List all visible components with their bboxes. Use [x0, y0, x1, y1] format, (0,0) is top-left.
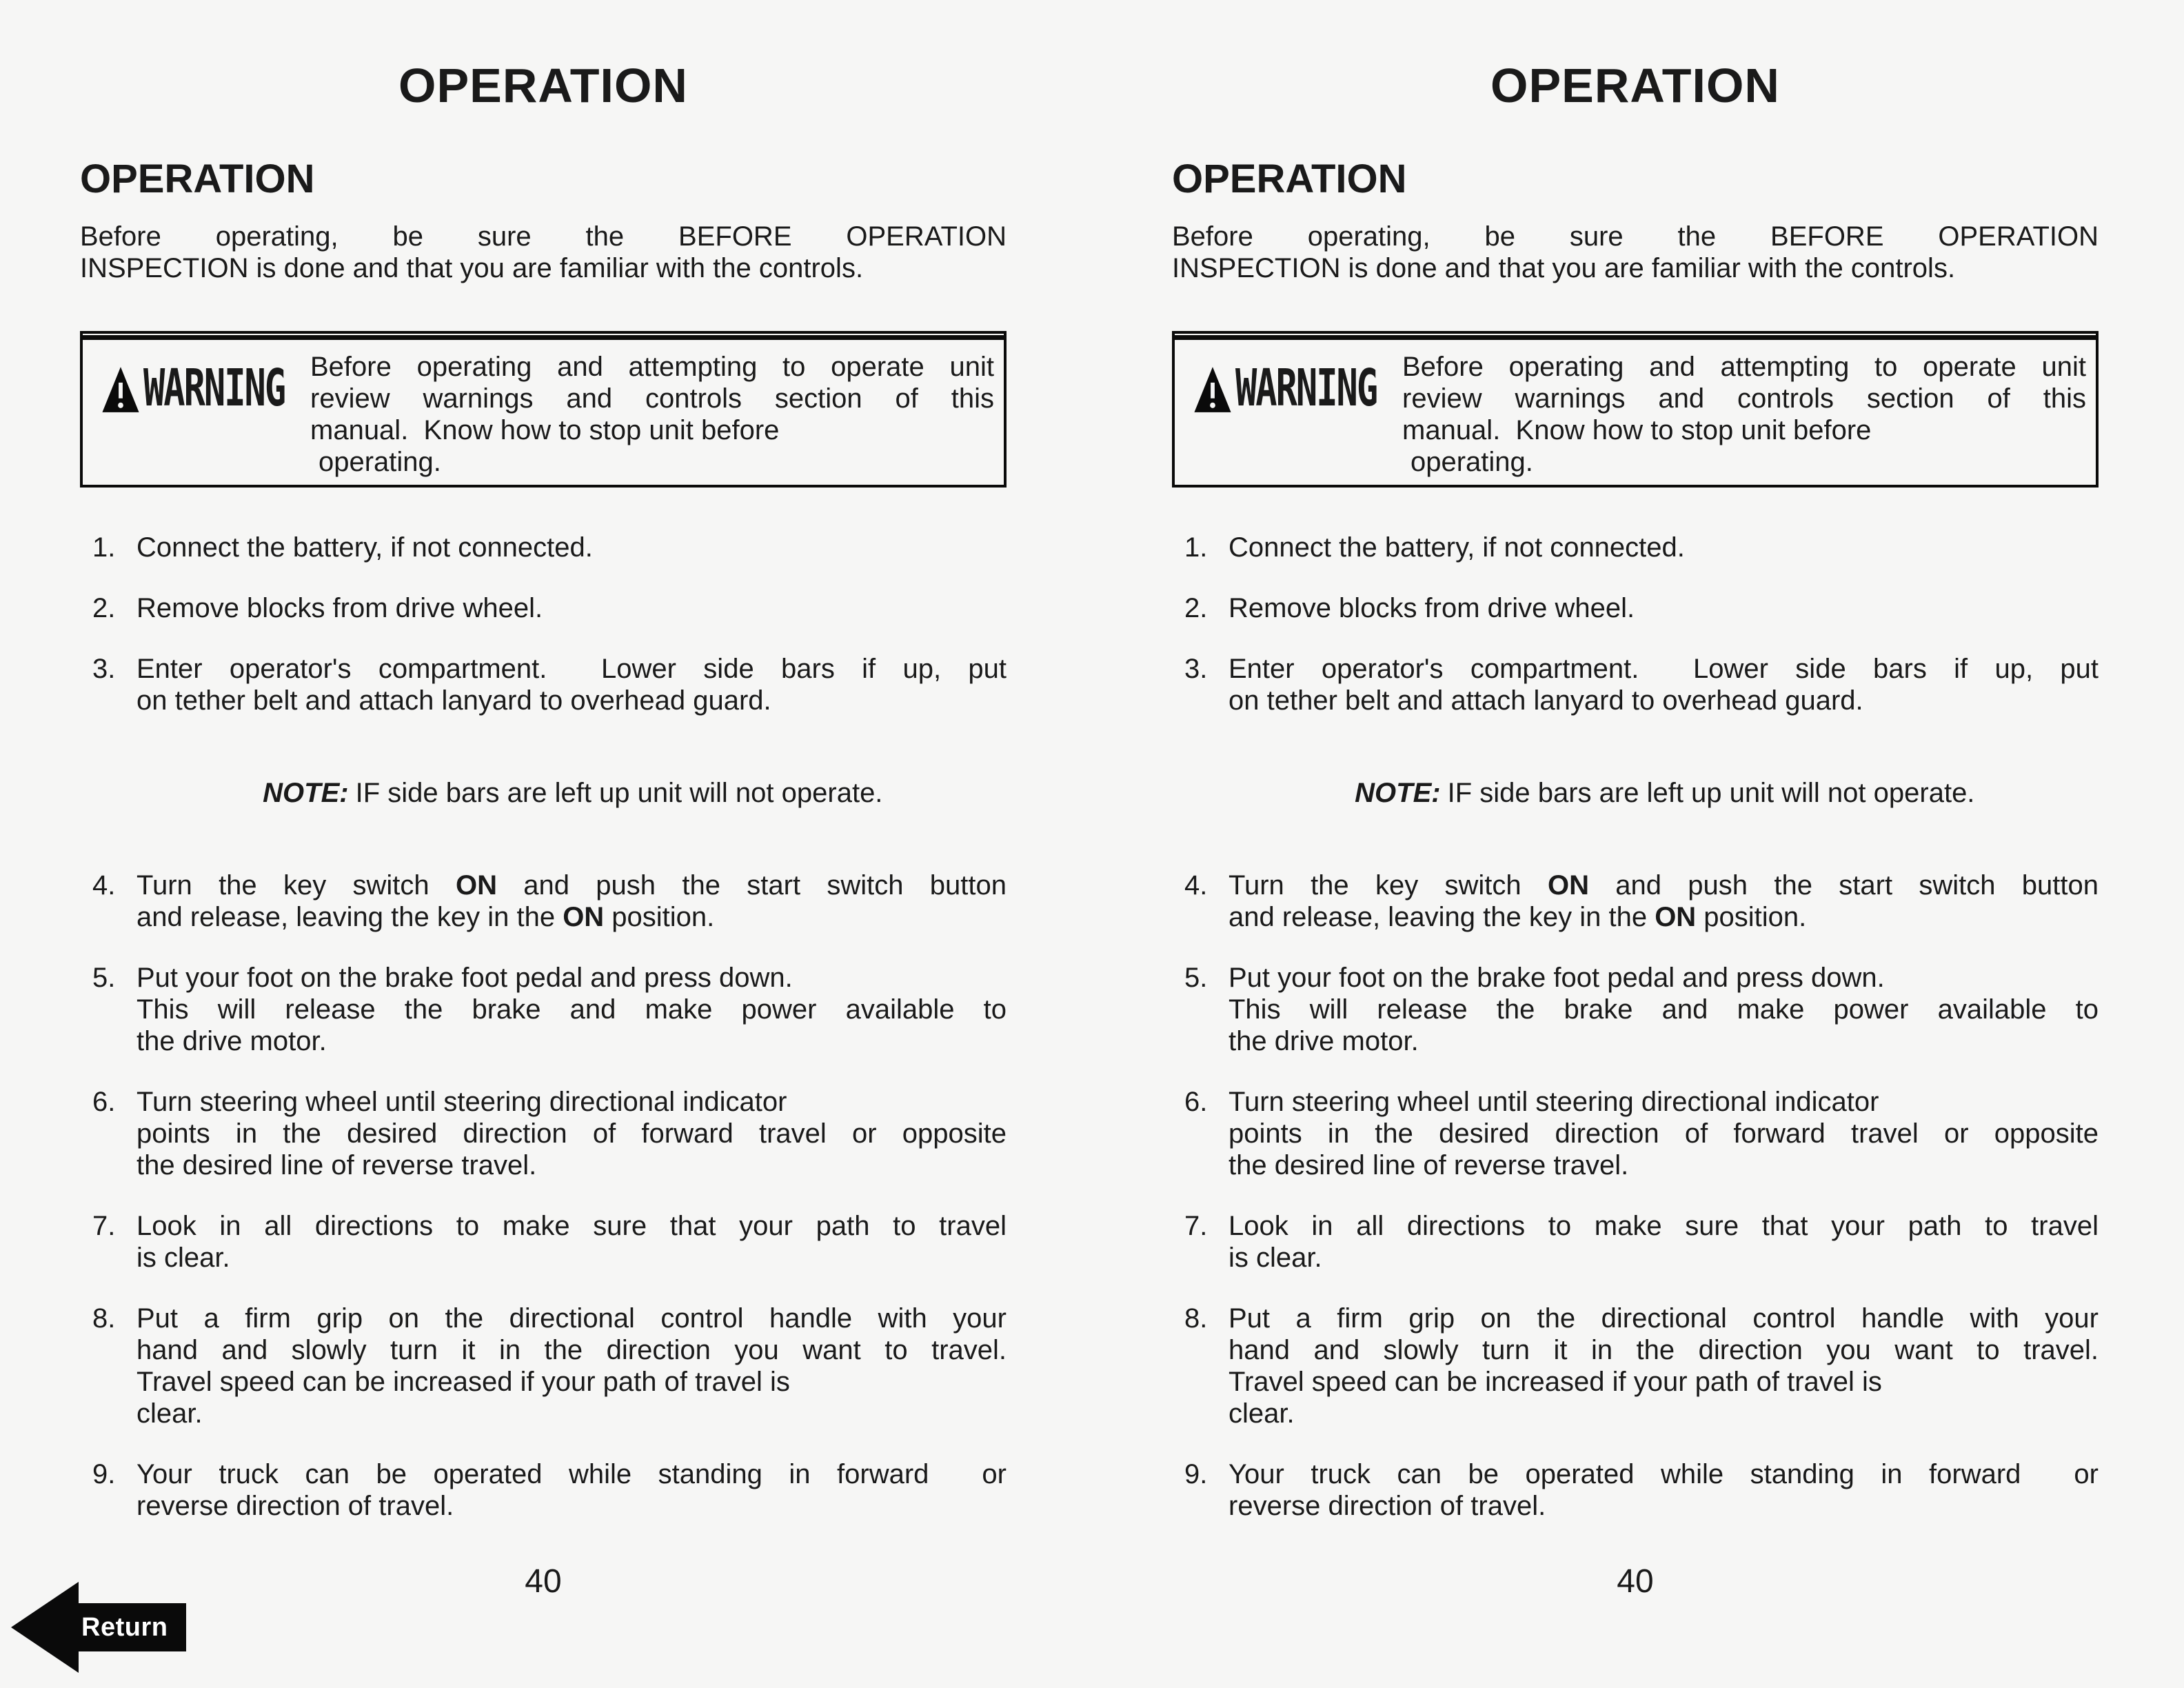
warning-text	[1402, 345, 2086, 478]
warning-line: manual. Know how to stop unit before	[1402, 415, 1872, 445]
section-heading: OPERATION	[80, 157, 315, 201]
page-content	[1172, 58, 2099, 1551]
step-number: 1.	[1184, 532, 1208, 563]
step-line: Put a firm grip on the directional control handle with your	[136, 1303, 1007, 1334]
step-line: Turn the key switch ON and push the start switch button	[136, 870, 1007, 901]
step-item-2	[1172, 592, 2099, 624]
step-line: Put your foot on the brake foot pedal and press down.	[1228, 963, 1885, 993]
step-line: Remove blocks from drive wheel.	[136, 593, 543, 623]
step-line: hand and slowly turn it in the direction you want to travel.	[1228, 1335, 2099, 1365]
step-line: Travel speed can be increased if your path of travel is	[1228, 1367, 1882, 1397]
step-line: Turn steering wheel until steering directional indicator	[1228, 1087, 1879, 1117]
step-number: 6.	[92, 1087, 116, 1117]
step-number: 5.	[1184, 963, 1208, 993]
step-line: the drive motor.	[136, 1026, 327, 1056]
step-item-1	[80, 532, 1007, 563]
step-line: Put a firm grip on the directional control handle with your	[1228, 1303, 2099, 1334]
step-line: Put your foot on the brake foot pedal and press down.	[136, 963, 793, 993]
step-item-7	[80, 1210, 1007, 1274]
page-title: OPERATION	[398, 59, 688, 112]
step-number: 9.	[1184, 1459, 1208, 1489]
step-line: on tether belt and attach lanyard to overhead guard.	[1228, 685, 1863, 716]
step-item-9	[80, 1458, 1007, 1522]
step-line: Travel speed can be increased if your path of travel is	[136, 1367, 790, 1397]
intro-line: Before operating, be sure the BEFORE OPERATION	[80, 221, 1007, 252]
warning-label	[1187, 345, 1402, 478]
step-line: points in the desired direction of forward travel or opposite	[1228, 1118, 2099, 1149]
step-item-8	[80, 1303, 1007, 1429]
step-line: on tether belt and attach lanyard to overhead guard.	[136, 685, 771, 716]
warning-text	[310, 345, 994, 478]
bold-on: ON	[563, 902, 605, 932]
step-line: Enter operator's compartment. Lower side bars if up, put	[1228, 654, 2099, 684]
intro-line: INSPECTION is done and that you are familiar with the controls.	[80, 253, 864, 283]
note-text: IF side bars are left up unit will not operate.	[1447, 778, 1975, 808]
step-line: the desired line of reverse travel.	[136, 1150, 537, 1180]
step-item-6	[80, 1086, 1007, 1181]
note-label: NOTE:	[1355, 778, 1441, 808]
step-line: Look in all directions to make sure that your path to travel	[1228, 1211, 2099, 1241]
bold-on: ON	[1547, 870, 1589, 901]
warning-word: WARNING	[143, 359, 285, 419]
warning-line: operating.	[318, 447, 441, 477]
step-number: 7.	[92, 1211, 116, 1241]
step-item-3	[1172, 653, 2099, 716]
warning-label	[95, 345, 310, 478]
warning-line: operating.	[1410, 447, 1533, 477]
page-content	[80, 58, 1007, 1551]
step-line: Enter operator's compartment. Lower side bars if up, put	[136, 654, 1007, 684]
note-label: NOTE:	[263, 778, 349, 808]
step-line: reverse direction of travel.	[1228, 1491, 1546, 1521]
intro-line: INSPECTION is done and that you are familiar with the controls.	[1172, 253, 1956, 283]
step-number: 9.	[92, 1459, 116, 1489]
step-line: This will release the brake and make power available to	[1228, 994, 2099, 1025]
step-item-7	[1172, 1210, 2099, 1274]
step-line: Turn the key switch ON and push the start switch button	[1228, 870, 2099, 901]
step-line: and release, leaving the key in the ON position.	[136, 902, 715, 932]
step-number: 8.	[1184, 1303, 1208, 1334]
step-line: This will release the brake and make power available to	[136, 994, 1007, 1025]
step-line: is clear.	[1228, 1243, 1322, 1273]
step-line: Your truck can be operated while standing in forward or	[1228, 1459, 2099, 1489]
warning-line: review warnings and controls section of this	[1402, 383, 2086, 414]
step-item-4	[1172, 870, 2099, 933]
step-line: reverse direction of travel.	[136, 1491, 454, 1521]
return-button-label: Return	[79, 1603, 186, 1651]
step-number: 1.	[92, 532, 116, 563]
steps-list	[1172, 532, 2099, 1522]
note-text: IF side bars are left up unit will not operate.	[355, 778, 883, 808]
section-heading: OPERATION	[1172, 157, 1407, 201]
return-arrow-icon	[11, 1582, 79, 1673]
step-number: 3.	[92, 654, 116, 684]
warning-line: Before operating and attempting to operate unit	[1402, 352, 2086, 382]
step-item-6	[1172, 1086, 2099, 1181]
step-number: 5.	[92, 963, 116, 993]
bold-on: ON	[455, 870, 497, 901]
step-line: Look in all directions to make sure that your path to travel	[136, 1211, 1007, 1241]
manual-page-right	[1092, 0, 2184, 1688]
step-number: 7.	[1184, 1211, 1208, 1241]
step-line: the desired line of reverse travel.	[1228, 1150, 1629, 1180]
steps-list	[80, 532, 1007, 1522]
warning-triangle-icon	[1193, 363, 1233, 416]
page-number: 40	[525, 1563, 562, 1600]
intro-paragraph	[1172, 221, 2099, 284]
warning-triangle-icon	[101, 363, 141, 416]
step-line: is clear.	[136, 1243, 230, 1273]
warning-word: WARNING	[1235, 359, 1377, 419]
step-line: and release, leaving the key in the ON position.	[1228, 902, 1807, 932]
step-number: 4.	[1184, 870, 1208, 901]
step-line: Connect the battery, if not connected.	[1228, 532, 1685, 563]
note-paragraph	[1172, 745, 2099, 841]
step-item-1	[1172, 532, 2099, 563]
step-item-8	[1172, 1303, 2099, 1429]
note-paragraph	[80, 745, 1007, 841]
intro-paragraph	[80, 221, 1007, 284]
step-line: points in the desired direction of forward travel or opposite	[136, 1118, 1007, 1149]
warning-box	[1172, 331, 2099, 488]
step-line: Remove blocks from drive wheel.	[1228, 593, 1635, 623]
step-item-5	[1172, 962, 2099, 1057]
step-line: Your truck can be operated while standing in forward or	[136, 1459, 1007, 1489]
intro-line: Before operating, be sure the BEFORE OPERATION	[1172, 221, 2099, 252]
page-title: OPERATION	[1490, 59, 1780, 112]
step-line: Connect the battery, if not connected.	[136, 532, 593, 563]
step-line: hand and slowly turn it in the direction you want to travel.	[136, 1335, 1007, 1365]
step-line: the drive motor.	[1228, 1026, 1419, 1056]
step-number: 2.	[1184, 593, 1208, 623]
step-item-4	[80, 870, 1007, 933]
step-number: 8.	[92, 1303, 116, 1334]
step-number: 3.	[1184, 654, 1208, 684]
step-number: 4.	[92, 870, 116, 901]
step-number: 6.	[1184, 1087, 1208, 1117]
warning-line: manual. Know how to stop unit before	[310, 415, 780, 445]
warning-line: review warnings and controls section of this	[310, 383, 994, 414]
step-item-3	[80, 653, 1007, 716]
step-item-2	[80, 592, 1007, 624]
warning-box	[80, 331, 1007, 488]
step-number: 2.	[92, 593, 116, 623]
step-line: Turn steering wheel until steering directional indicator	[136, 1087, 787, 1117]
step-item-9	[1172, 1458, 2099, 1522]
return-button[interactable]	[11, 1582, 186, 1673]
step-item-5	[80, 962, 1007, 1057]
page-number: 40	[1617, 1563, 1654, 1600]
step-line: clear.	[1228, 1398, 1295, 1429]
bold-on: ON	[1655, 902, 1697, 932]
warning-line: Before operating and attempting to operate unit	[310, 352, 994, 382]
step-line: clear.	[136, 1398, 203, 1429]
